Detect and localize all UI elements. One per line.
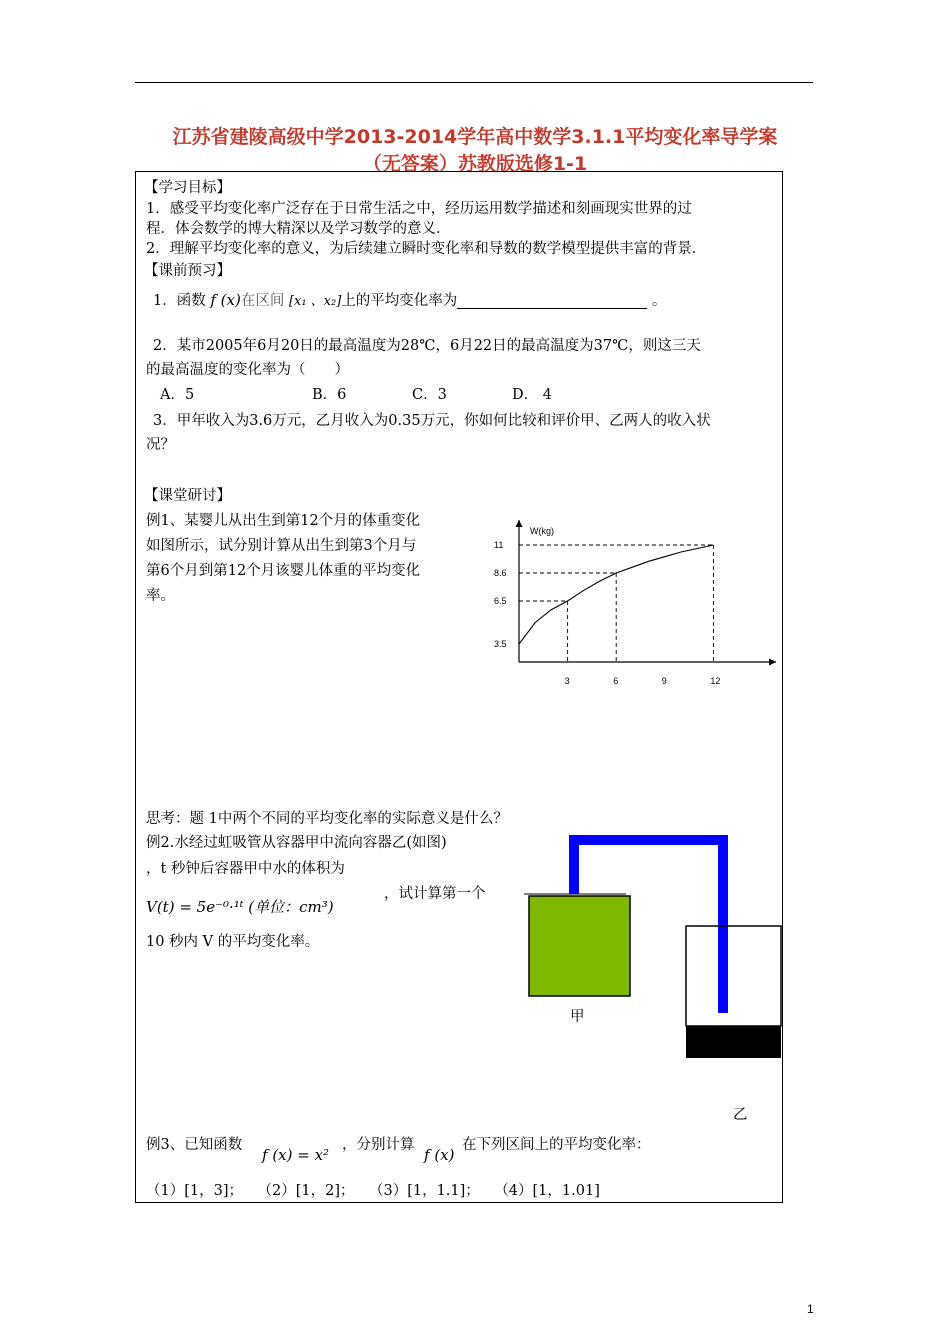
y-tick-label: 11 — [494, 540, 504, 550]
goals-heading: 【学习目标】 — [144, 180, 231, 196]
example-3-suffix: 在下列区间上的平均变化率： — [462, 1137, 651, 1153]
example-1b: 如图所示，试分别计算从出生到第3个月与 — [146, 538, 417, 554]
think-question: 思考：题 1中两个不同的平均变化率的实际意义是什么？ — [146, 811, 508, 827]
x-tick-label: 3 — [564, 676, 570, 686]
example-2d: 10 秒内 V 的平均变化率。 — [146, 934, 320, 950]
page-number: 1 — [807, 1302, 814, 1316]
question-3a: 3．甲年收入为3.6万元，乙月收入为0.35万元，你如何比较和评价甲、乙两人的收入状 — [153, 413, 711, 429]
question-3b: 况？ — [146, 437, 175, 453]
question-1 — [153, 290, 666, 312]
q1-mid: 在区间 — [240, 293, 285, 309]
option-c: C．3 — [412, 387, 447, 403]
x-tick-label: 12 — [710, 676, 721, 686]
option-b: B．6 — [312, 387, 347, 403]
q1-prefix: 1．函数 — [153, 293, 206, 309]
y-tick-label: 6.5 — [494, 596, 507, 606]
q1-interval: [x₁ 、x₂] — [288, 294, 342, 309]
option-d: D． 4 — [512, 387, 552, 403]
example-1c: 第6个月到第12个月该婴儿体重的平均变化 — [146, 563, 421, 579]
example-2b: ，t 秒钟后容器甲中水的体积为 — [146, 861, 345, 877]
example-3-prefix: 例3、已知函数 — [146, 1137, 243, 1153]
weight-chart — [480, 510, 790, 700]
y-tick-label: 8.6 — [494, 568, 507, 578]
q1-suffix: 上的平均变化率为 — [341, 293, 458, 309]
label-yi: 乙 — [733, 1107, 748, 1123]
header-rule — [135, 82, 813, 83]
question-2a: 2．某市2005年6月20日的最高温度为28℃，6月22日的最高温度为37℃，则这三天 — [153, 338, 701, 354]
answer-blank[interactable] — [457, 294, 647, 309]
example-1d: 率。 — [146, 588, 175, 604]
preview-heading: 【课前预习】 — [144, 263, 231, 279]
y-axis-label: W(kg) — [530, 526, 554, 536]
container-jia-water — [529, 896, 630, 996]
volume-formula: V(t) = 5e⁻⁰·¹ᵗ (单位：cm³) — [146, 898, 334, 916]
x-tick-label: 9 — [661, 676, 667, 686]
question-2b: 的最高温度的变化率为（ ） — [146, 362, 349, 378]
siphon-diagram — [520, 830, 790, 1060]
container-yi-base — [686, 1026, 781, 1058]
y-tick-label: 3.5 — [494, 639, 507, 649]
example-3-function: f (x) = x² — [262, 1146, 330, 1164]
example-2a: 例2.水经过虹吸管从容器甲中流向容器乙(如图) — [146, 835, 447, 851]
example-3-intervals: （1）[1，3]； （2）[1，2]； （3）[1，1.1]； （4）[1，1.01] — [146, 1183, 600, 1199]
q1-end: 。 — [651, 293, 667, 309]
x-tick-label: 6 — [613, 676, 619, 686]
example-3-mid: ，分别计算 — [342, 1137, 415, 1153]
goal-1a: 1．感受平均变化率广泛存在于日常生活之中，经历运用数学描述和刻画现实世界的过 — [146, 201, 692, 217]
goal-2: 2．理解平均变化率的意义，为后续建立瞬时变化率和导数的数学模型提供丰富的背景． — [146, 241, 707, 257]
example-2c: ，试计算第一个 — [384, 886, 486, 902]
goal-1b: 程．体会数学的博大精深以及学习数学的意义． — [146, 221, 451, 237]
example-1a: 例1、某婴儿从出生到第12个月的体重变化 — [146, 513, 421, 529]
doc-title-line2: （无答案）苏教版选修1-1 — [362, 153, 588, 175]
q1-function: f (x) — [210, 291, 241, 309]
doc-title-line1: 江苏省建陵高级中学2013-2014学年高中数学3.1.1平均变化率导学案 — [172, 126, 778, 148]
container-yi — [686, 926, 781, 1026]
example-3-function-ref: f (x) — [424, 1146, 455, 1164]
label-jia: 甲 — [570, 1009, 585, 1025]
option-a: A．5 — [160, 387, 195, 403]
classroom-heading: 【课堂研讨】 — [144, 488, 231, 504]
